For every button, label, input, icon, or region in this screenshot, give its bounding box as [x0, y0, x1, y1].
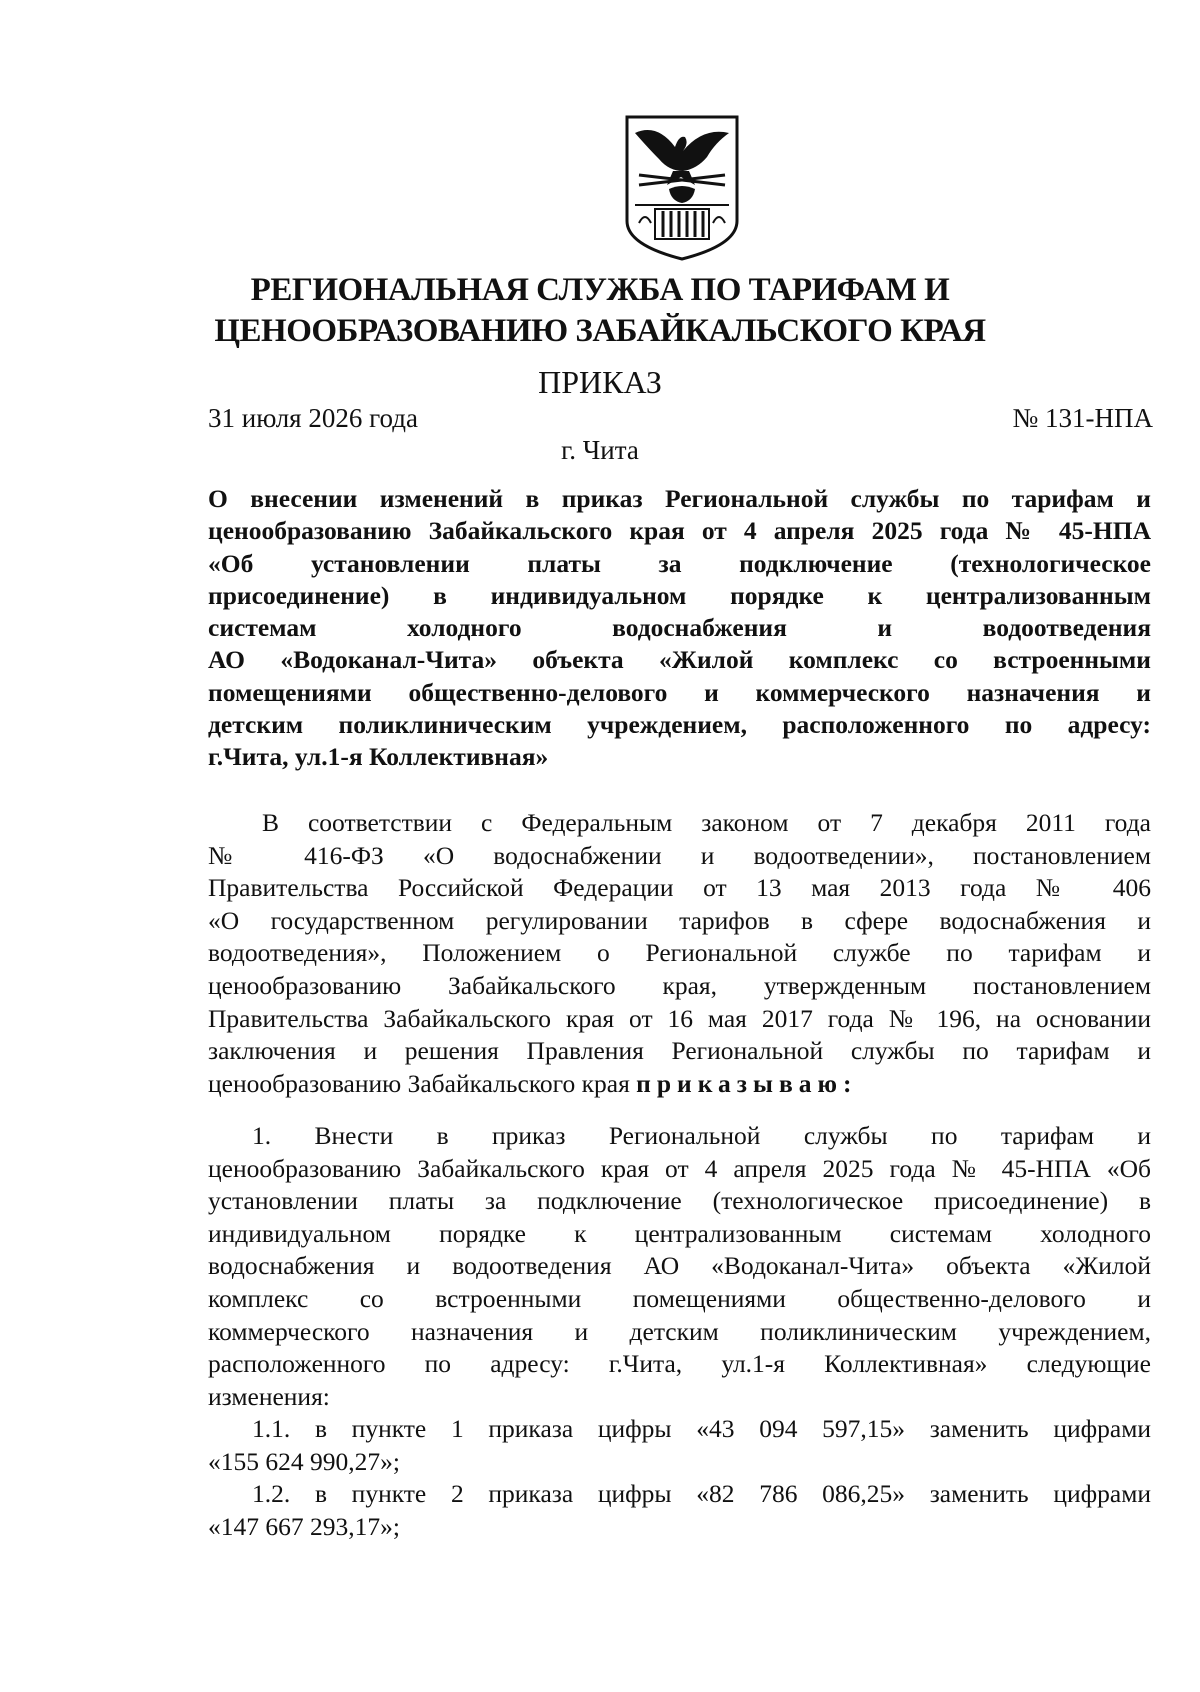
document-title: [208, 483, 1151, 774]
preamble-paragraph: [208, 807, 1151, 1100]
organization-name-line: РЕГИОНАЛЬНАЯ СЛУЖБА ПО ТАРИФАМ И: [250, 272, 950, 308]
title-line: АО «Водоканал-Чита» объекта «Жилой комплекс со встроенными: [208, 645, 1151, 675]
paragraph-line: расположенного по адресу: г.Чита, ул.1-я Коллективная» следующие: [208, 1349, 1151, 1379]
paragraph-line: ценообразованию Забайкальского края от 4 апреля 2025 года № 45-НПА «Об: [208, 1153, 1151, 1183]
paragraph-line: [208, 1068, 1151, 1101]
order-command: приказываю:: [636, 1068, 858, 1098]
document-number: № 131-НПА: [1012, 403, 1153, 433]
paragraph-line: 1. Внести в приказ Региональной службы по тарифам и: [252, 1121, 1151, 1150]
item-1-2-paragraph: [208, 1478, 1151, 1543]
coat-of-arms-icon: [617, 113, 747, 261]
paragraph-line: «147 667 293,17»;: [208, 1511, 400, 1541]
paragraph-line: индивидуальном порядке к централизованным системам холодного: [208, 1218, 1151, 1248]
paragraph-line: установлении платы за подключение (технологическое присоединение) в: [208, 1186, 1151, 1216]
paragraph-line: заключения и решения Правления Региональной службы по тарифам и: [208, 1036, 1151, 1066]
paragraph-line: Правительства Российской Федерации от 13 мая 2013 года № 406: [208, 873, 1151, 903]
document-type: ПРИКАЗ: [538, 364, 662, 400]
title-line: г.Чита, ул.1-я Коллективная»: [208, 742, 549, 772]
document-date: 31 июля 2026 года: [208, 403, 418, 433]
title-line: детским поликлиническим учреждением, расположенного по адресу:: [208, 710, 1151, 740]
paragraph-line: 1.2. в пункте 2 приказа цифры «82 786 086,25» заменить цифрами: [252, 1479, 1151, 1508]
paragraph-line: водоснабжения и водоотведения АО «Водоканал-Чита» объекта «Жилой: [208, 1251, 1151, 1281]
paragraph-line: комплекс со встроенными помещениями общественно-делового и: [208, 1283, 1151, 1313]
paragraph-line: ценообразованию Забайкальского края, утвержденным постановлением: [208, 970, 1151, 1000]
document-city: г. Чита: [561, 435, 639, 465]
organization-name: [100, 270, 1100, 352]
paragraph-line: водоотведения», Положением о Региональной службе по тарифам и: [208, 938, 1151, 968]
paragraph-line-text: ценообразованию Забайкальского края: [208, 1068, 630, 1098]
paragraph-line: 1.1. в пункте 1 приказа цифры «43 094 597,15» заменить цифрами: [252, 1414, 1151, 1443]
item-1-1-paragraph: [208, 1413, 1151, 1478]
paragraph-line: изменения:: [208, 1381, 330, 1411]
paragraph-line: Правительства Забайкальского края от 16 мая 2017 года № 196, на основании: [208, 1003, 1151, 1033]
paragraph-line: «О государственном регулировании тарифов в сфере водоснабжения и: [208, 905, 1151, 935]
paragraph-line: «155 624 990,27»;: [208, 1446, 400, 1476]
title-line: присоединение) в индивидуальном порядке к централизованным: [208, 580, 1151, 610]
title-line: помещениями общественно-делового и коммерческого назначения и: [208, 677, 1151, 707]
title-line: «Об установлении платы за подключение (технологическое: [208, 548, 1151, 578]
organization-name-line: ЦЕНООБРАЗОВАНИЮ ЗАБАЙКАЛЬСКОГО КРАЯ: [214, 313, 986, 349]
paragraph-line: В соответствии с Федеральным законом от 7 декабря 2011 года: [262, 808, 1151, 837]
title-line: ценообразованию Забайкальского края от 4 апреля 2025 года № 45-НПА: [208, 516, 1151, 546]
item-1-paragraph: [208, 1120, 1151, 1413]
paragraph-line: коммерческого назначения и детским поликлиническим учреждением,: [208, 1316, 1151, 1346]
title-line: О внесении изменений в приказ Региональной службы по тарифам и: [208, 484, 1151, 513]
paragraph-line: № 416-ФЗ «О водоснабжении и водоотведении», постановлением: [208, 840, 1151, 870]
title-line: системам холодного водоснабжения и водоотведения: [208, 613, 1151, 643]
